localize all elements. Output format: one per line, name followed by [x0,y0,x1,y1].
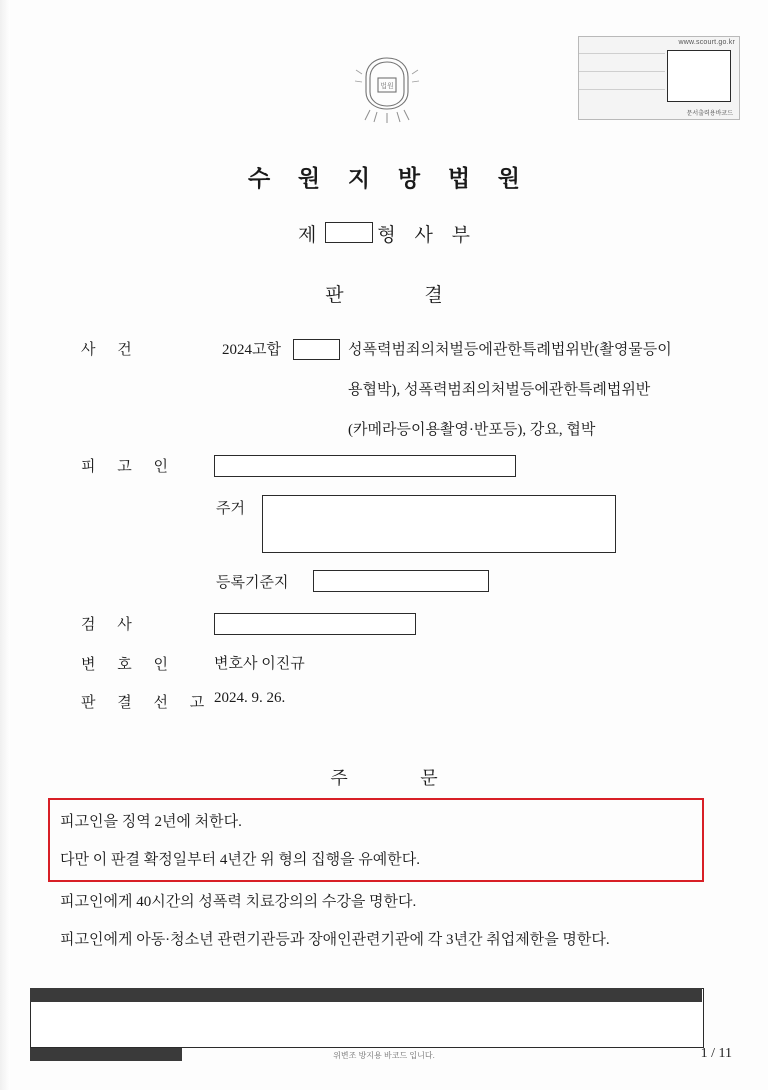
order-highlight-line-1: 피고인을 징역 2년에 처한다. [60,814,242,830]
footer-barcode-note: 위변조 방지용 바코드 입니다. [333,1051,435,1060]
charge-line-3: (카메라등이용촬영·반포등), 강요, 협박 [348,422,596,438]
registry-label: 등록기준지 [216,575,289,591]
case-number-value: 2024고합 [222,342,281,358]
bottom-redaction-fill [30,988,702,1002]
division-row [0,220,768,247]
verdict-date-value: 2024. 9. 26. [214,690,286,706]
court-title: 수 원 지 방 법 원 [247,166,532,191]
order-highlight-line-2: 다만 이 판결 확정일부터 4년간 위 형의 집행을 유예한다. [60,852,421,868]
division-suffix: 형 사 부 [377,225,477,246]
barcode-box [667,50,731,102]
page-number: 1 / 11 [700,1046,732,1061]
case-label: 사 건 [81,342,141,358]
charge-line-1: 성폭력범죄의처벌등에관한특례법위반(촬영물등이 [348,342,672,358]
prosecutor-redaction [214,613,416,635]
defendant-redaction [214,455,516,477]
court-url-text: www.scourt.go.kr [678,39,735,46]
prosecutor-label: 검 사 [81,617,141,633]
residence-redaction [262,495,616,553]
attorney-value: 변호사 이진규 [214,656,305,672]
order-item-2: 피고인에게 아동·청소년 관련기관등과 장애인관련기관에 각 3년간 취업제한을 명한다. [60,932,610,948]
barcode-stamp [578,36,740,120]
residence-label: 주거 [216,501,245,517]
registry-redaction [313,570,489,592]
verdict-date-label: 판 결 선 고 [81,695,214,711]
division-redaction [325,222,373,243]
barcode-caption: 문서출력용바코드 [686,111,733,117]
division-prefix: 제 [298,225,324,246]
order-item-1: 피고인에게 40시간의 성폭력 치료강의의 수강을 명한다. [60,894,417,910]
svg-text:법원: 법원 [380,82,394,90]
defendant-label: 피 고 인 [81,459,177,475]
korean-court-emblem-icon [352,52,422,124]
document-type-title: 판 결 [325,285,481,306]
case-number-redaction [293,339,340,360]
attorney-label: 변 호 인 [81,657,177,673]
charge-line-2: 용협박), 성폭력범죄의처벌등에관한특례법위반 [348,382,651,398]
order-section-title: 주 문 [330,768,472,788]
